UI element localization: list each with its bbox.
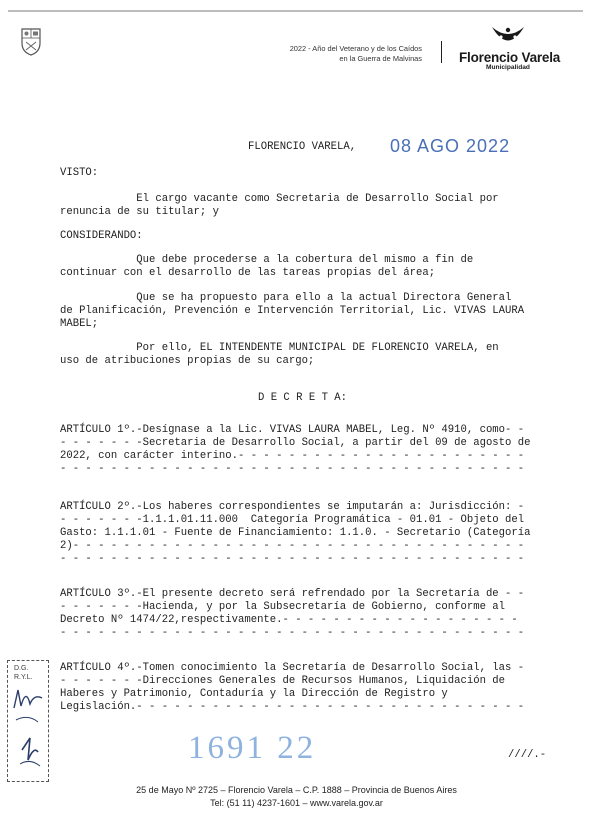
considerando-p1-line-1: Que debe procederse a la cobertura del mismo a fin de xyxy=(60,254,474,266)
motto-line-2: en la Guerra de Malvinas xyxy=(339,54,422,63)
visto-line-1: El cargo vacante como Secretaria de Desarrollo Social por xyxy=(60,193,499,205)
motto-line-1: 2022 - Año del Veterano y de los Caídos xyxy=(289,44,422,53)
art4-line-4: Legislación.- - - - - - - - - - - - - - - - - - - - - - - - - - - - - - - xyxy=(60,701,525,713)
municipality-logo-icon xyxy=(490,24,526,50)
art4-line-2: - - - - - - -Direcciones Generales de Recursos Humanos, Liquidación de xyxy=(60,675,506,687)
art2-line-4: 2)- - - - - - - - - - - - - - - - - - - - - - - - - - - - - - - - - - - - xyxy=(60,540,525,552)
art3-line-2: - - - - - - -Hacienda, y por la Subsecretaría de Gobierno, conforme al xyxy=(60,601,506,613)
art3-line-4: - - - - - - - - - - - - - - - - - - - - - - - - - - - - - - - - - - - - - xyxy=(60,627,525,639)
considerando-p1-line-2: continuar con el desarrollo de las tareas propias del área; xyxy=(60,267,436,279)
top-border-line xyxy=(8,10,583,12)
art2-line-3: Gasto: 1.1.1.01 - Fuente de Financiamiento: 1.1.0. - Secretario (Categoría xyxy=(60,527,531,539)
handwritten-initials-icon xyxy=(8,680,48,776)
coat-of-arms-icon xyxy=(20,26,42,56)
art4-line-1: ARTÍCULO 4º.-Tomen conocimiento la Secretaría de Desarrollo Social, las - xyxy=(60,662,525,674)
art4-line-3: Haberes y Patrimonio, Contaduría y la Dirección de Registro y xyxy=(60,688,448,700)
art2-line-2: - - - - - - -1.1.1.01.11.000 Categoría Programática - 01.01 - Objeto del xyxy=(60,514,525,526)
art1-line-3: 2022, con carácter interino.- - - - - - - - - - - - - - - - - - - - - - - xyxy=(60,450,525,462)
header-separator xyxy=(441,41,442,63)
decree-number-stamp: 1691 22 xyxy=(188,730,317,766)
header-motto xyxy=(290,44,422,64)
art1-line-1: ARTÍCULO 1º.-Desígnase a la Lic. VIVAS LAURA MABEL, Leg. Nº 4910, como- - xyxy=(60,424,525,436)
visto-label: VISTO: xyxy=(60,167,99,179)
considerando-p2-line-1: Que se ha propuesto para ello a la actual Directora General xyxy=(60,292,512,304)
brand-name: Florencio Varela xyxy=(459,50,561,65)
art1-line-2: - - - - - - -Secretaria de Desarrollo Social, a partir del 09 de agosto de xyxy=(60,437,531,449)
considerando-p3-line-1: Por ello, EL INTENDENTE MUNICIPAL DE FLORENCIO VARELA, en xyxy=(60,342,499,354)
continuation-mark: ////.- xyxy=(508,749,547,761)
considerando-p2-line-3: MABEL; xyxy=(60,318,99,330)
brand-subtitle: Municipalidad xyxy=(486,64,530,71)
footer-contact: Tel: (51 11) 4237-1601 – www.varela.gov.ar xyxy=(210,798,383,808)
art3-line-1: ARTÍCULO 3º.-El presente decreto será refrendado por la Secretaría de - - xyxy=(60,588,525,600)
footer-address: 25 de Mayo Nº 2725 – Florencio Varela – C.P. 1888 – Provincia de Buenos Aires xyxy=(136,785,457,795)
visto-line-2: renuncia de su titular; y xyxy=(60,206,219,218)
side-stamp: D.G. R.Y.L. xyxy=(7,660,49,782)
art2-line-5: - - - - - - - - - - - - - - - - - - - - - - - - - - - - - - - - - - - - - xyxy=(60,553,525,565)
considerando-label: CONSIDERANDO: xyxy=(60,230,143,242)
place-label: FLORENCIO VARELA, xyxy=(248,141,357,153)
considerando-p3-line-2: uso de atribuciones propias de su cargo; xyxy=(60,355,315,367)
considerando-p2-line-2: de Planificación, Prevención e Intervención Territorial, Lic. VIVAS LAURA xyxy=(60,305,525,317)
date-stamp: 08 AGO 2022 xyxy=(390,136,511,156)
art1-line-4: - - - - - - - - - - - - - - - - - - - - - - - - - - - - - - - - - - - - - xyxy=(60,463,525,475)
decreta-heading: D E C R E T A: xyxy=(258,392,348,404)
art3-line-3: Decreto Nº 1474/22,respectivamente.- - - - - - - - - - - - - - - - - - - xyxy=(60,614,518,626)
art2-line-1: ARTÍCULO 2º.-Los haberes correspondientes se imputarán a: Jurisdicción: - xyxy=(60,501,525,513)
